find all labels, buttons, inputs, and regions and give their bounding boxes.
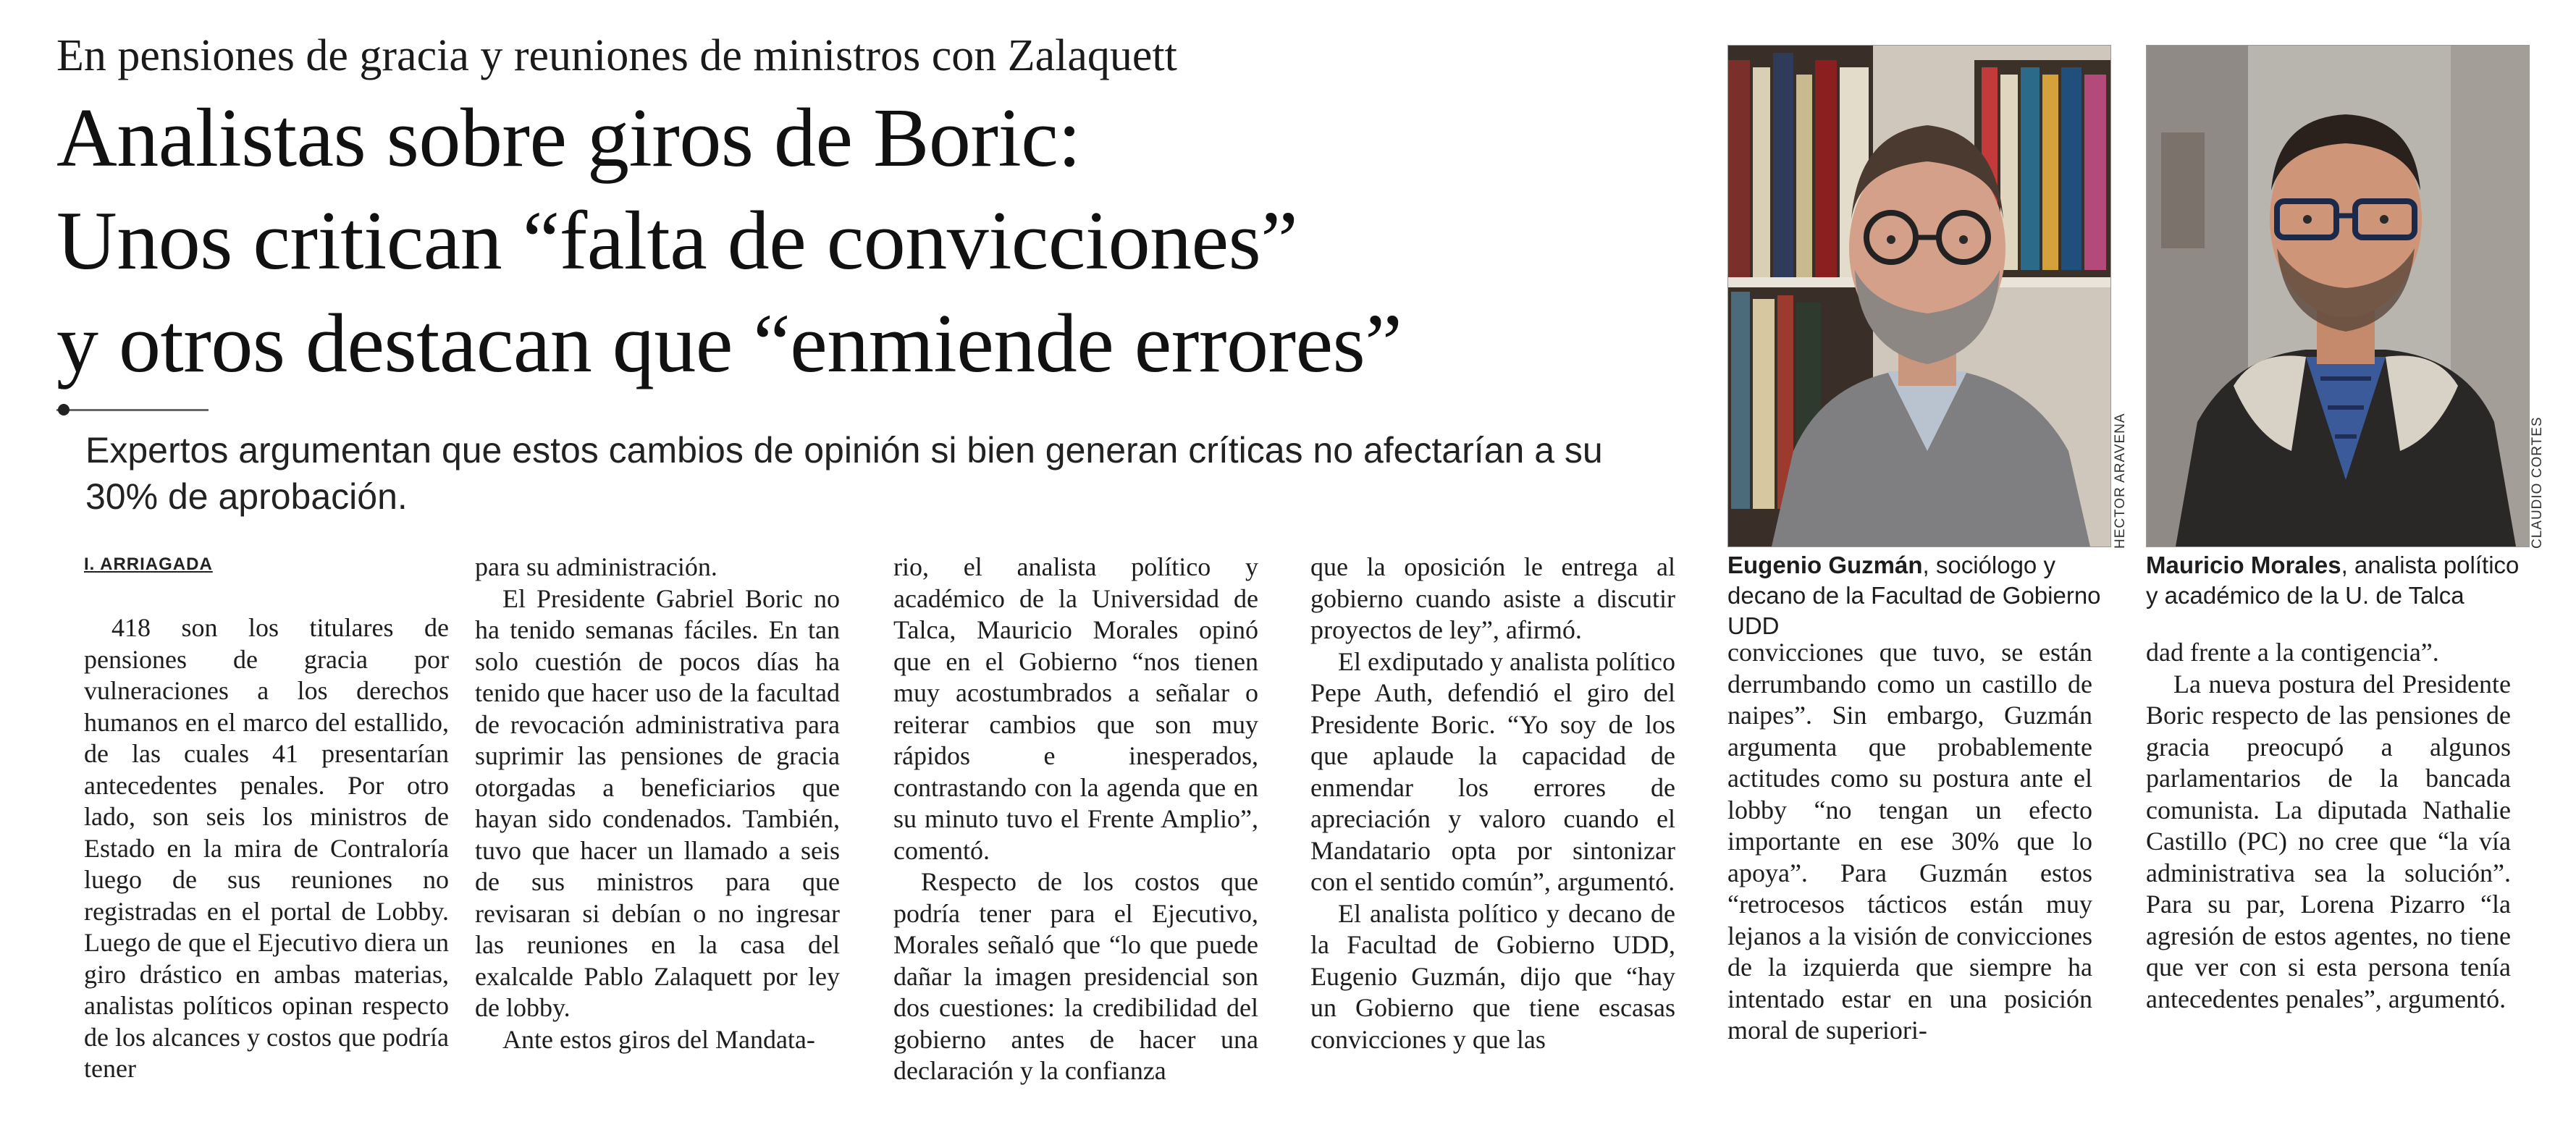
byline: I. ARRIAGADA — [84, 554, 213, 574]
paragraph: dad frente a la contigencia”. — [2146, 638, 2439, 667]
photo-credit: HECTOR ARAVENA — [2113, 413, 2128, 549]
decorative-rule — [56, 409, 209, 411]
article-column-5 — [1727, 637, 2092, 1047]
photo-mauricio-morales — [2146, 45, 2530, 547]
photo-credit: CLAUDIO CORTES — [2530, 416, 2545, 549]
paragraph: Ante estos giros del Mandata- — [502, 1024, 815, 1054]
caption-name: Mauricio Morales — [2146, 552, 2341, 578]
paragraph: Respecto de los costos que podría tener para el Ejecutivo, Morales señaló que “lo que puede dañar la imagen presidencial son dos cuestiones: la credibilidad del gobierno antes de hacer una declaración y la confianza — [893, 867, 1258, 1085]
kicker: En pensiones de gracia y reuniones de ministros con Zalaquett — [56, 31, 1177, 80]
decorative-dot — [58, 404, 70, 415]
paragraph: El Presidente Gabriel Boric no ha tenido semanas fáciles. En tan solo cuestión de pocos días ha tenido que hacer uso de la facultad de revocación administrativa para suprimir las pensiones de gracia otorgadas a beneficiarios que hayan sido condenados. También, tuvo que hacer un llamado a seis de sus ministros para que revisaran si debían o no ingresar las reuniones en la casa del exalcalde Pablo Zalaquett por ley de lobby. — [475, 583, 840, 1022]
photo-caption — [1727, 550, 2110, 641]
caption-text: , sociólogo y decano de la Facultad de Gobierno UDD — [1727, 552, 2101, 639]
article-column-1 — [84, 612, 449, 1085]
article-column-4 — [1310, 552, 1675, 1055]
paragraph: El analista político y decano de la Facultad de Gobierno UDD, Eugenio Guzmán, dijo que “hay un Gobierno que tiene escasas convicciones y que las — [1310, 898, 1675, 1054]
paragraph: 418 son los titulares de pensiones de gracia por vulneraciones a los derechos humanos en el marco del estallido, de las cuales 41 presentarían antecedentes penales. Por otro lado, son seis los ministros de Estado en la mira de Contraloría luego de sus reuniones no registradas en el portal de Lobby. Luego de que el Ejecutivo diera un giro drástico en ambas materias, analistas políticos opinan respecto de los alcances y costos que podría tener — [84, 613, 449, 1083]
photo-eugenio-guzman — [1727, 45, 2111, 547]
paragraph: convicciones que tuvo, se están derrumbando como un castillo de naipes”. Sin embargo, Guzmán argumenta que probablemente actitudes como su postura ante el lobby “no tengan un efecto importante en ese 30% que lo apoya”. Para Guzmán estos “retrocesos tácticos están muy lejanos a la visión de convicciones de la izquierda que siempre ha intentado estar en una posición moral de superiori- — [1727, 638, 2092, 1045]
headline-line-1: Analistas sobre giros de Boric: — [56, 92, 1081, 185]
headline-line-3: y otros destacan que “enmiende errores” — [56, 298, 1402, 390]
headline-line-2: Unos critican “falta de convicciones” — [56, 195, 1298, 287]
paragraph: para su administración. — [475, 552, 717, 581]
paragraph: La nueva postura del Presidente Boric respecto de las pensiones de gracia preocupó a algunos parlamentarios de la bancada comunista. La diputada Nathalie Castillo (PC) no cree que “la vía administrativa sea la solución”. Para su par, Lorena Pizarro “la agresión de estos agentes, no tiene que ver con si esta persona tenía antecedentes penales”, argumentó. — [2146, 669, 2511, 1013]
subheadline: Expertos argumentan que estos cambios de opinión si bien generan críticas no afectarían a su 30% de aprobación. — [85, 430, 1603, 517]
caption-name: Eugenio Guzmán — [1727, 552, 1923, 578]
photo-caption — [2146, 550, 2528, 611]
paragraph: El exdiputado y analista político Pepe Auth, defendió el giro del Presidente Boric. “Yo soy de los que aplaude la capacidad de enmendar los errores de apreciación y valoro cuando el Mandatario opta por sintonizar con el sentido común”, argumentó. — [1310, 646, 1675, 896]
paragraph: rio, el analista político y académico de la Universidad de Talca, Mauricio Morales opinó que en el Gobierno “nos tienen muy acostumbrados a señalar o reiterar cambios que son muy rápidos e inesperados, contrastando con la agenda que en su minuto tuvo el Frente Amplio”, comentó. — [893, 552, 1258, 865]
article-column-6 — [2146, 637, 2511, 1015]
paragraph: que la oposición le entrega al gobierno cuando asiste a discutir proyectos de ley”, afirmó. — [1310, 552, 1675, 644]
article-column-2 — [475, 552, 840, 1055]
caption-text: , analista político y académico de la U. de Talca — [2146, 552, 2520, 609]
article-column-3 — [893, 552, 1258, 1087]
headline — [56, 87, 1402, 395]
